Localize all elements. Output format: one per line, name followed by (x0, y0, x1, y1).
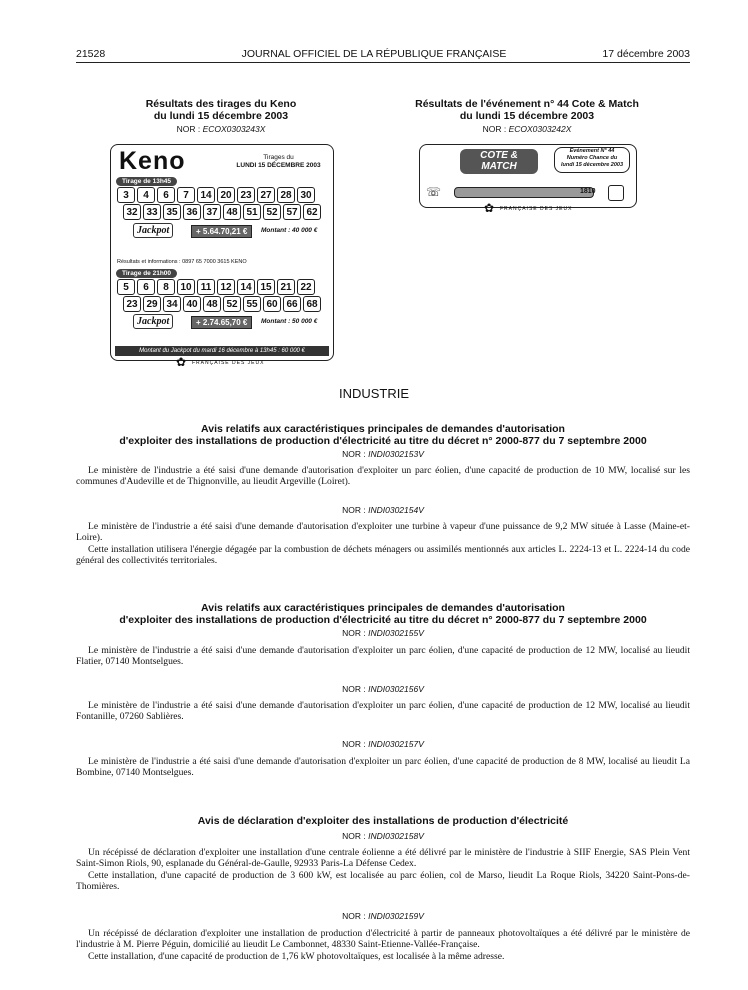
cote-bar (454, 187, 594, 198)
keno-footer: Montant du Jackpot du mardi 16 décembre à 13h45 : 60 000 € (115, 346, 329, 356)
nor-label: NOR : (342, 505, 366, 515)
nor-code: INDI0302157V (368, 739, 424, 749)
keno-number: 33 (143, 204, 161, 220)
keno-number: 6 (157, 187, 175, 203)
avis2-item3-text (76, 756, 690, 779)
nor-code: INDI0302156V (368, 684, 424, 694)
keno-number: 34 (163, 296, 181, 312)
paragraph: Le ministère de l'industrie a été saisi d'une demande d'autorisation d'exploiter un parc éolien, d'une capacité de production de 12 MW, localisé au lieudit Flatier, 07140 Montselgues. (76, 645, 690, 668)
keno-number: 37 (203, 204, 221, 220)
keno-number: 52 (263, 204, 281, 220)
phone-icon: ☏ (426, 185, 442, 199)
paragraph: Le ministère de l'industrie a été saisi d'une demande d'autorisation d'exploiter un parc éolien, d'une capacité de production de 8 MW, localisé au lieudit La Bombine, 07140 Montselgues. (76, 756, 690, 779)
nor-label: NOR : (482, 124, 507, 134)
keno-number: 10 (177, 279, 195, 295)
tirages-label: Tirages du (263, 154, 294, 161)
cote-title-line2: du lundi 15 décembre 2003 (459, 110, 595, 122)
avis3-item2-text (76, 928, 690, 962)
journal-title: JOURNAL OFFICIEL DE LA RÉPUBLIQUE FRANÇAISE (241, 48, 507, 60)
cote-logo (460, 149, 538, 174)
jackpot2-montant: Montant : 50 000 € (261, 318, 318, 325)
section-heading: INDUSTRIE (338, 386, 410, 401)
jackpot1-montant: Montant : 40 000 € (261, 227, 318, 234)
keno-title-line1: Résultats des tirages du Keno (145, 98, 297, 110)
jackpot1-amount: + 5.64.70,21 € (191, 225, 252, 238)
nor-code: ECOX0303242X (508, 124, 572, 134)
keno-date-box (231, 154, 326, 170)
event-line1: Événement N° 44 (569, 148, 615, 154)
keno-number: 15 (257, 279, 275, 295)
keno-heading (110, 98, 332, 122)
event-line2: Numéro Chance du (566, 155, 618, 161)
avis3-item1-nor (76, 831, 690, 841)
keno-number: 21 (277, 279, 295, 295)
avis1-title-line1: Avis relatifs aux caractéristiques principales de demandes d'autorisation (201, 423, 565, 435)
keno-number: 62 (303, 204, 321, 220)
avis2-item2-nor (76, 684, 690, 694)
nor-code: INDI0302159V (368, 911, 424, 921)
nor-label: NOR : (342, 628, 366, 638)
event-line3: lundi 15 décembre 2003 (560, 162, 624, 168)
keno-ticket (110, 144, 334, 361)
keno-number: 23 (237, 187, 255, 203)
paragraph: Le ministère de l'industrie a été saisi d'une demande d'autorisation d'exploiter une turbine à vapeur d'une puissance de 9,2 MW située à Lasse (Maine-et-Loire). (76, 521, 690, 544)
avis1-item1-text (76, 465, 690, 488)
avis3-item2-nor (76, 911, 690, 921)
keno-number: 20 (217, 187, 235, 203)
paragraph: Cette installation, d'une capacité de production de 1,76 kW photovoltaïques, est localisée à la même adresse. (88, 950, 505, 962)
keno-fdj: FRANÇAISE DES JEUX (192, 360, 265, 366)
keno-number: 8 (157, 279, 175, 295)
page-number: 21528 (76, 48, 106, 60)
paragraph: Un récépissé de déclaration d'exploiter une installation d'une centrale éolienne a été délivré par le ministère de l'industrie à SIIF Energie, SAS Plein Vent Saint-Simon Riols, 90, esplanade du Général-de-Gaulle, 92933 Paris-La Défense Cedex. (76, 847, 690, 870)
avis1-title (76, 423, 690, 447)
keno-number: 60 (263, 296, 281, 312)
keno-number: 40 (183, 296, 201, 312)
draw2-row1 (117, 279, 315, 295)
cote-event-box (554, 147, 630, 173)
paragraph: Un récépissé de déclaration d'exploiter une installation de production d'électricité à partir de panneaux photovoltaïques a été délivré par le ministère de l'industrie à M. Pierre Péguin, domicilié au lieudit Le Cambonnet, 48330 Saint-Etienne-Vallée-Française. (76, 928, 690, 951)
avis1-item1-nor (76, 449, 690, 459)
cote-nor (400, 124, 654, 134)
keno-number: 35 (163, 204, 181, 220)
keno-number: 57 (283, 204, 301, 220)
keno-number: 3 (117, 187, 135, 203)
draw1-row1 (117, 187, 315, 203)
nor-label: NOR : (342, 831, 366, 841)
paragraph: Le ministère de l'industrie a été saisi d'une demande d'autorisation d'exploiter un parc éolien, d'une capacité de production de 12 MW, localisé au lieudit Fontanille, 07260 Sablières. (76, 700, 690, 723)
cote-logo-line1: COTE & (480, 150, 518, 161)
avis2-title-line1: Avis relatifs aux caractéristiques principales de demandes d'autorisation (201, 602, 565, 614)
nor-code: INDI0302155V (368, 628, 424, 638)
keno-number: 48 (203, 296, 221, 312)
issue-date: 17 décembre 2003 (602, 48, 690, 60)
paragraph: Le ministère de l'industrie a été saisi d'une demande d'autorisation d'exploiter un parc éolien, d'une capacité de production de 10 MW, localisé sur les communes d'Audeville et de Thignonville, au lieudit Argeville (Loiret). (76, 465, 690, 488)
keno-number: 5 (117, 279, 135, 295)
tirages-date: LUNDI 15 DÉCEMBRE 2003 (236, 162, 321, 169)
nor-label: NOR : (342, 739, 366, 749)
keno-logo: Keno (119, 147, 186, 175)
keno-number: 66 (283, 296, 301, 312)
keno-number: 6 (137, 279, 155, 295)
nor-label: NOR : (342, 684, 366, 694)
jackpot-logo-2: Jackpot (133, 314, 173, 329)
keno-number: 55 (243, 296, 261, 312)
keno-number: 30 (297, 187, 315, 203)
fdj-clover-icon: ✿ (176, 355, 187, 369)
avis3-title: Avis de déclaration d'exploiter des installations de production d'électricité (197, 815, 569, 827)
keno-number: 7 (177, 187, 195, 203)
fdj-clover-icon: ✿ (484, 201, 495, 215)
avis2-title (76, 602, 690, 626)
avis1-title-line2: d'exploiter des installations de production d'électricité au titre du décret n° 2000-877 du 7 septembre 2000 (119, 435, 647, 447)
draw2-label: Tirage de 21h00 (116, 269, 177, 278)
cote-heading (400, 98, 654, 122)
cote-fdj: FRANÇAISE DES JEUX (500, 206, 573, 212)
jackpot-logo: Jackpot (133, 223, 173, 238)
nor-code: INDI0302158V (368, 831, 424, 841)
minitel-icon (608, 185, 624, 201)
draw2-row2 (123, 296, 321, 312)
keno-nor (110, 124, 332, 134)
keno-title-line2: du lundi 15 décembre 2003 (153, 110, 289, 122)
draw1-row2 (123, 204, 321, 220)
keno-number: 68 (303, 296, 321, 312)
nor-code: INDI0302154V (368, 505, 424, 515)
keno-number: 32 (123, 204, 141, 220)
keno-number: 48 (223, 204, 241, 220)
avis1-item2-nor (76, 505, 690, 515)
nor-label: NOR : (342, 911, 366, 921)
keno-number: 22 (297, 279, 315, 295)
header-rule (76, 62, 690, 63)
avis2-item1-text (76, 645, 690, 668)
cote-logo-line2: MATCH (481, 161, 517, 172)
keno-number: 4 (137, 187, 155, 203)
nor-label: NOR : (176, 124, 201, 134)
avis3-item1-text (76, 847, 690, 892)
paragraph: Cette installation utilisera l'énergie dégagée par la combustion de déchets ménagers ou assimilés mentionnés aux articles L. 2224-13 et L. 2224-14 du code général des collectivités territoriales. (76, 543, 690, 566)
keno-number: 52 (223, 296, 241, 312)
cote-number: 1810 (580, 188, 596, 195)
avis2-title-line2: d'exploiter des installations de production d'électricité au titre du décret n° 2000-877 du 7 septembre 2000 (119, 614, 647, 626)
nor-code: ECOX0303243X (202, 124, 266, 134)
cote-ticket (419, 144, 637, 208)
keno-number: 14 (237, 279, 255, 295)
nor-label: NOR : (342, 449, 366, 459)
avis2-item3-nor (76, 739, 690, 749)
nor-code: INDI0302153V (368, 449, 424, 459)
keno-number: 51 (243, 204, 261, 220)
keno-number: 14 (197, 187, 215, 203)
keno-info: Résultats et informations : 0897 65 7000 3615 KENO (117, 259, 247, 265)
avis2-item1-nor (76, 628, 690, 638)
keno-number: 12 (217, 279, 235, 295)
avis1-item2-text (76, 521, 690, 566)
keno-number: 28 (277, 187, 295, 203)
avis2-item2-text (76, 700, 690, 723)
jackpot2-amount: + 2.74.65,70 € (191, 316, 252, 329)
cote-title-line1: Résultats de l'événement n° 44 Cote & Match (415, 98, 639, 110)
keno-number: 27 (257, 187, 275, 203)
keno-number: 23 (123, 296, 141, 312)
paragraph: Cette installation, d'une capacité de production de 3 600 kW, est localisée au parc éolien, col de Marso, lieudit La Roque Riols, 34220 Saint-Pons-de-Thomières. (76, 869, 690, 892)
draw1-label: Tirage de 13h45 (116, 177, 177, 186)
keno-number: 36 (183, 204, 201, 220)
keno-number: 29 (143, 296, 161, 312)
keno-number: 11 (197, 279, 215, 295)
